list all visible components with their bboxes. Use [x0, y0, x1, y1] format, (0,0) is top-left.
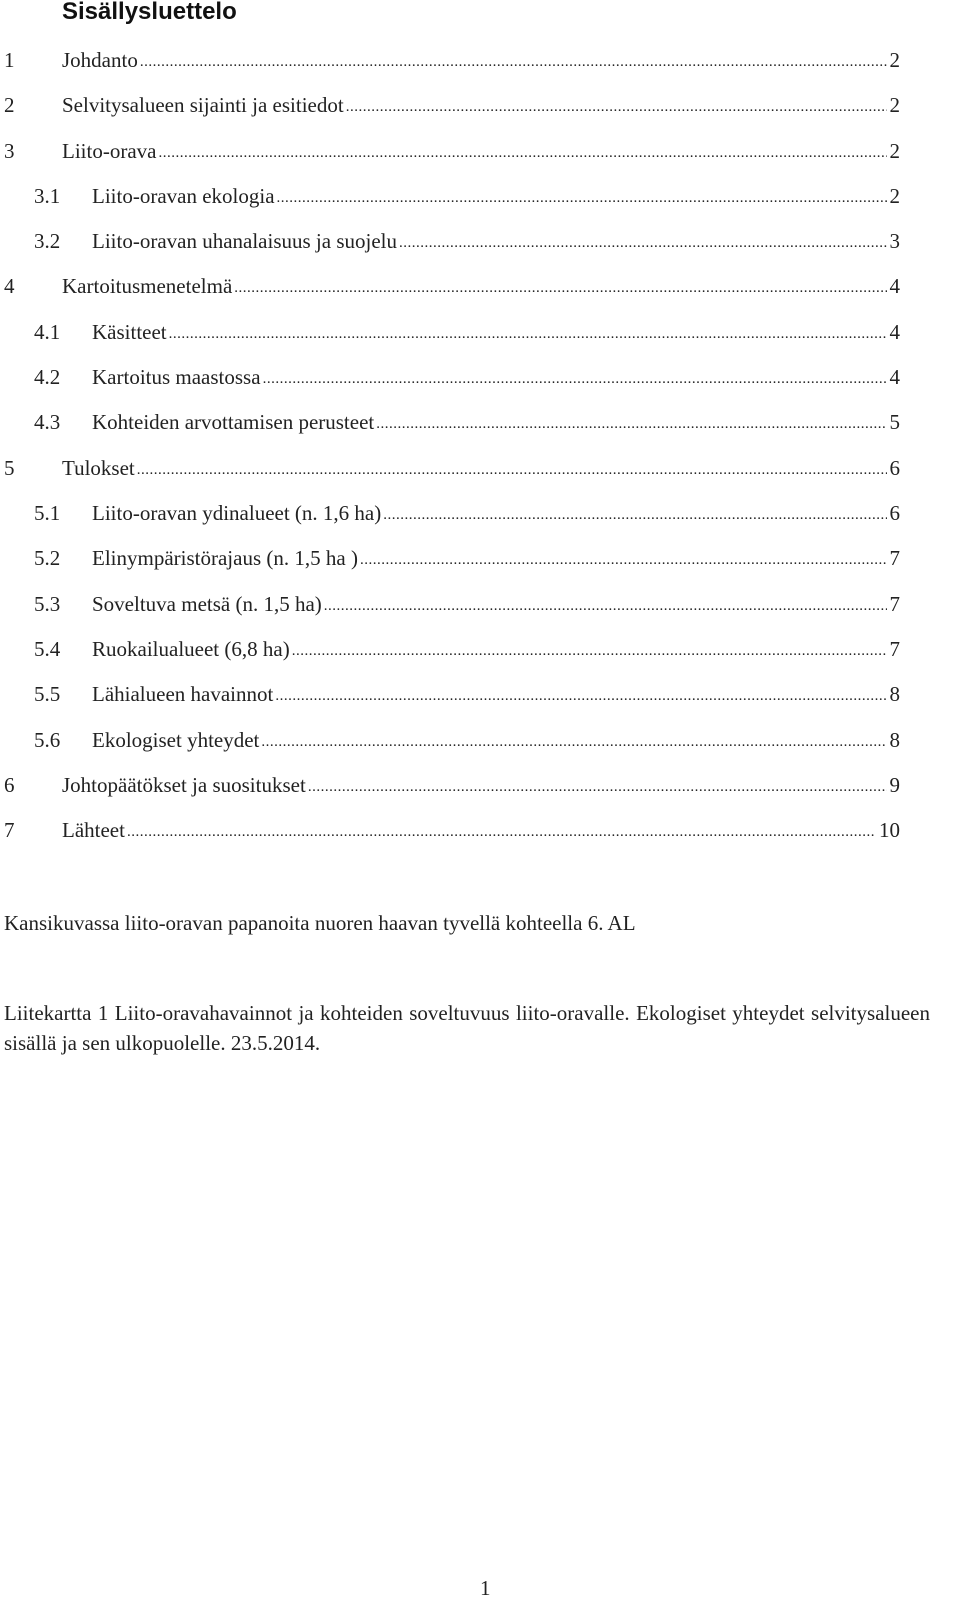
toc-entry-page: 4 [889, 320, 900, 344]
toc-entry-title: Liito-orava [62, 139, 157, 163]
toc-entry-number: 4.1 [34, 320, 61, 344]
toc-entry-page: 2 [889, 93, 900, 117]
toc-entry-page: 7 [889, 546, 900, 570]
toc-dot-leader [140, 45, 887, 76]
toc-entry-lahteet[interactable] [0, 816, 900, 844]
toc-entry-number: 5.2 [34, 546, 61, 570]
toc-dot-leader [158, 136, 886, 167]
toc-entry-number: 3 [4, 139, 15, 163]
toc-entry-page: 6 [889, 501, 900, 525]
toc-title: Sisällysluettelo [62, 0, 237, 25]
toc-entry-title: Ekologiset yhteydet [92, 728, 260, 752]
toc-entry-title: Selvitysalueen sijainti ja esitiedot [62, 93, 344, 117]
toc-entry-ruokailualueet[interactable] [0, 635, 900, 663]
toc-entry-number: 5.5 [34, 682, 61, 706]
toc-entry-title: Ruokailualueet (6,8 ha) [92, 637, 290, 661]
toc-entry-page: 2 [889, 184, 900, 208]
toc-entry-number: 5.4 [34, 637, 61, 661]
toc-entry-page: 2 [889, 48, 900, 72]
toc-entry-page: 8 [889, 728, 900, 752]
toc-entry-title: Liito-oravan ydinalueet (n. 1,6 ha) [92, 501, 382, 525]
toc-entry-number: 7 [4, 818, 15, 842]
cover-photo-caption: Kansikuvassa liito-oravan papanoita nuoren haavan tyvellä kohteella 6. AL [4, 911, 636, 935]
toc-entry-page: 8 [889, 682, 900, 706]
toc-entry-number: 4.3 [34, 410, 61, 434]
toc-entry-title: Soveltuva metsä (n. 1,5 ha) [92, 592, 322, 616]
toc-entry-number: 3.1 [34, 184, 61, 208]
toc-entry-selvitysalue[interactable] [0, 91, 900, 119]
toc-entry-elinymparistorajaus[interactable] [0, 544, 900, 572]
toc-entry-kasitteet[interactable] [0, 318, 900, 346]
toc-entry-page: 3 [889, 229, 900, 253]
toc-entry-number: 1 [4, 48, 15, 72]
toc-entry-liito-orava[interactable] [0, 137, 900, 165]
toc-dot-leader [308, 770, 887, 801]
toc-entry-number: 5.6 [34, 728, 61, 752]
toc-dot-leader [263, 362, 887, 393]
toc-dot-leader [261, 725, 886, 756]
toc-entry-title: Liito-oravan uhanalaisuus ja suojelu [92, 229, 398, 253]
toc-entry-tulokset[interactable] [0, 454, 900, 482]
toc-dot-leader [234, 271, 886, 302]
toc-dot-leader [277, 181, 887, 212]
toc-dot-leader [346, 90, 887, 121]
toc-dot-leader [376, 407, 886, 438]
toc-entry-page: 6 [889, 456, 900, 480]
toc-entry-ekologia[interactable] [0, 182, 900, 210]
toc-entry-page: 10 [879, 818, 900, 842]
toc-entry-title: Käsitteet [92, 320, 167, 344]
toc-entry-number: 4 [4, 274, 15, 298]
toc-entry-title: Johdanto [62, 48, 138, 72]
page-number: 1 [480, 1576, 491, 1600]
toc-entry-kartoitusmenetelma[interactable] [0, 272, 900, 300]
toc-dot-leader [137, 453, 887, 484]
appendix-map-caption: Liitekartta 1 Liito-oravahavainnot ja kohteiden soveltuvuus liito-oravalle. Ekologiset yhteydet selvitysalueen sisällä ja sen ulkopuolelle. 23.5.2014. [4, 1001, 930, 1055]
toc-entry-title: Lähteet [62, 818, 125, 842]
toc-entry-number: 5 [4, 456, 15, 480]
toc-entry-ydinalueet[interactable] [0, 499, 900, 527]
toc-entry-title: Elinympäristörajaus (n. 1,5 ha ) [92, 546, 358, 570]
toc-dot-leader [275, 679, 886, 710]
toc-entry-title: Johtopäätökset ja suositukset [62, 773, 306, 797]
toc-entry-title: Kartoitusmenetelmä [62, 274, 233, 298]
toc-entry-number: 3.2 [34, 229, 61, 253]
toc-entry-page: 5 [889, 410, 900, 434]
toc-entry-number: 6 [4, 773, 15, 797]
toc-dot-leader [324, 589, 887, 620]
toc-dot-leader [127, 815, 876, 846]
toc-entry-page: 7 [889, 592, 900, 616]
toc-entry-number: 2 [4, 93, 15, 117]
toc-dot-leader [169, 317, 887, 348]
toc-dot-leader [292, 634, 887, 665]
toc-entry-page: 2 [889, 139, 900, 163]
toc-entry-number: 4.2 [34, 365, 61, 389]
toc-entry-number: 5.1 [34, 501, 61, 525]
toc-entry-title: Kohteiden arvottamisen perusteet [92, 410, 375, 434]
toc-entry-johtopaatokset[interactable] [0, 771, 900, 799]
toc-entry-number: 5.3 [34, 592, 61, 616]
toc-entry-soveltuva-metsa[interactable] [0, 590, 900, 618]
toc-entry-page: 4 [889, 274, 900, 298]
toc-entry-page: 4 [889, 365, 900, 389]
toc-entry-johdanto[interactable] [0, 46, 900, 74]
toc-dot-leader [360, 543, 887, 574]
toc-entry-page: 9 [889, 773, 900, 797]
toc-entry-title: Liito-oravan ekologia [92, 184, 275, 208]
toc-dot-leader [383, 498, 886, 529]
toc-dot-leader [399, 226, 886, 257]
toc-entry-title: Kartoitus maastossa [92, 365, 261, 389]
toc-entry-title: Tulokset [62, 456, 135, 480]
toc-entry-uhanalaisuus[interactable] [0, 227, 900, 255]
toc-entry-title: Lähialueen havainnot [92, 682, 274, 706]
toc-entry-lahialueen-havainnot[interactable] [0, 680, 900, 708]
toc-entry-ekologiset-yhteydet[interactable] [0, 726, 900, 754]
toc-entry-page: 7 [889, 637, 900, 661]
toc-entry-arvottaminen[interactable] [0, 408, 900, 436]
toc-entry-kartoitus-maastossa[interactable] [0, 363, 900, 391]
